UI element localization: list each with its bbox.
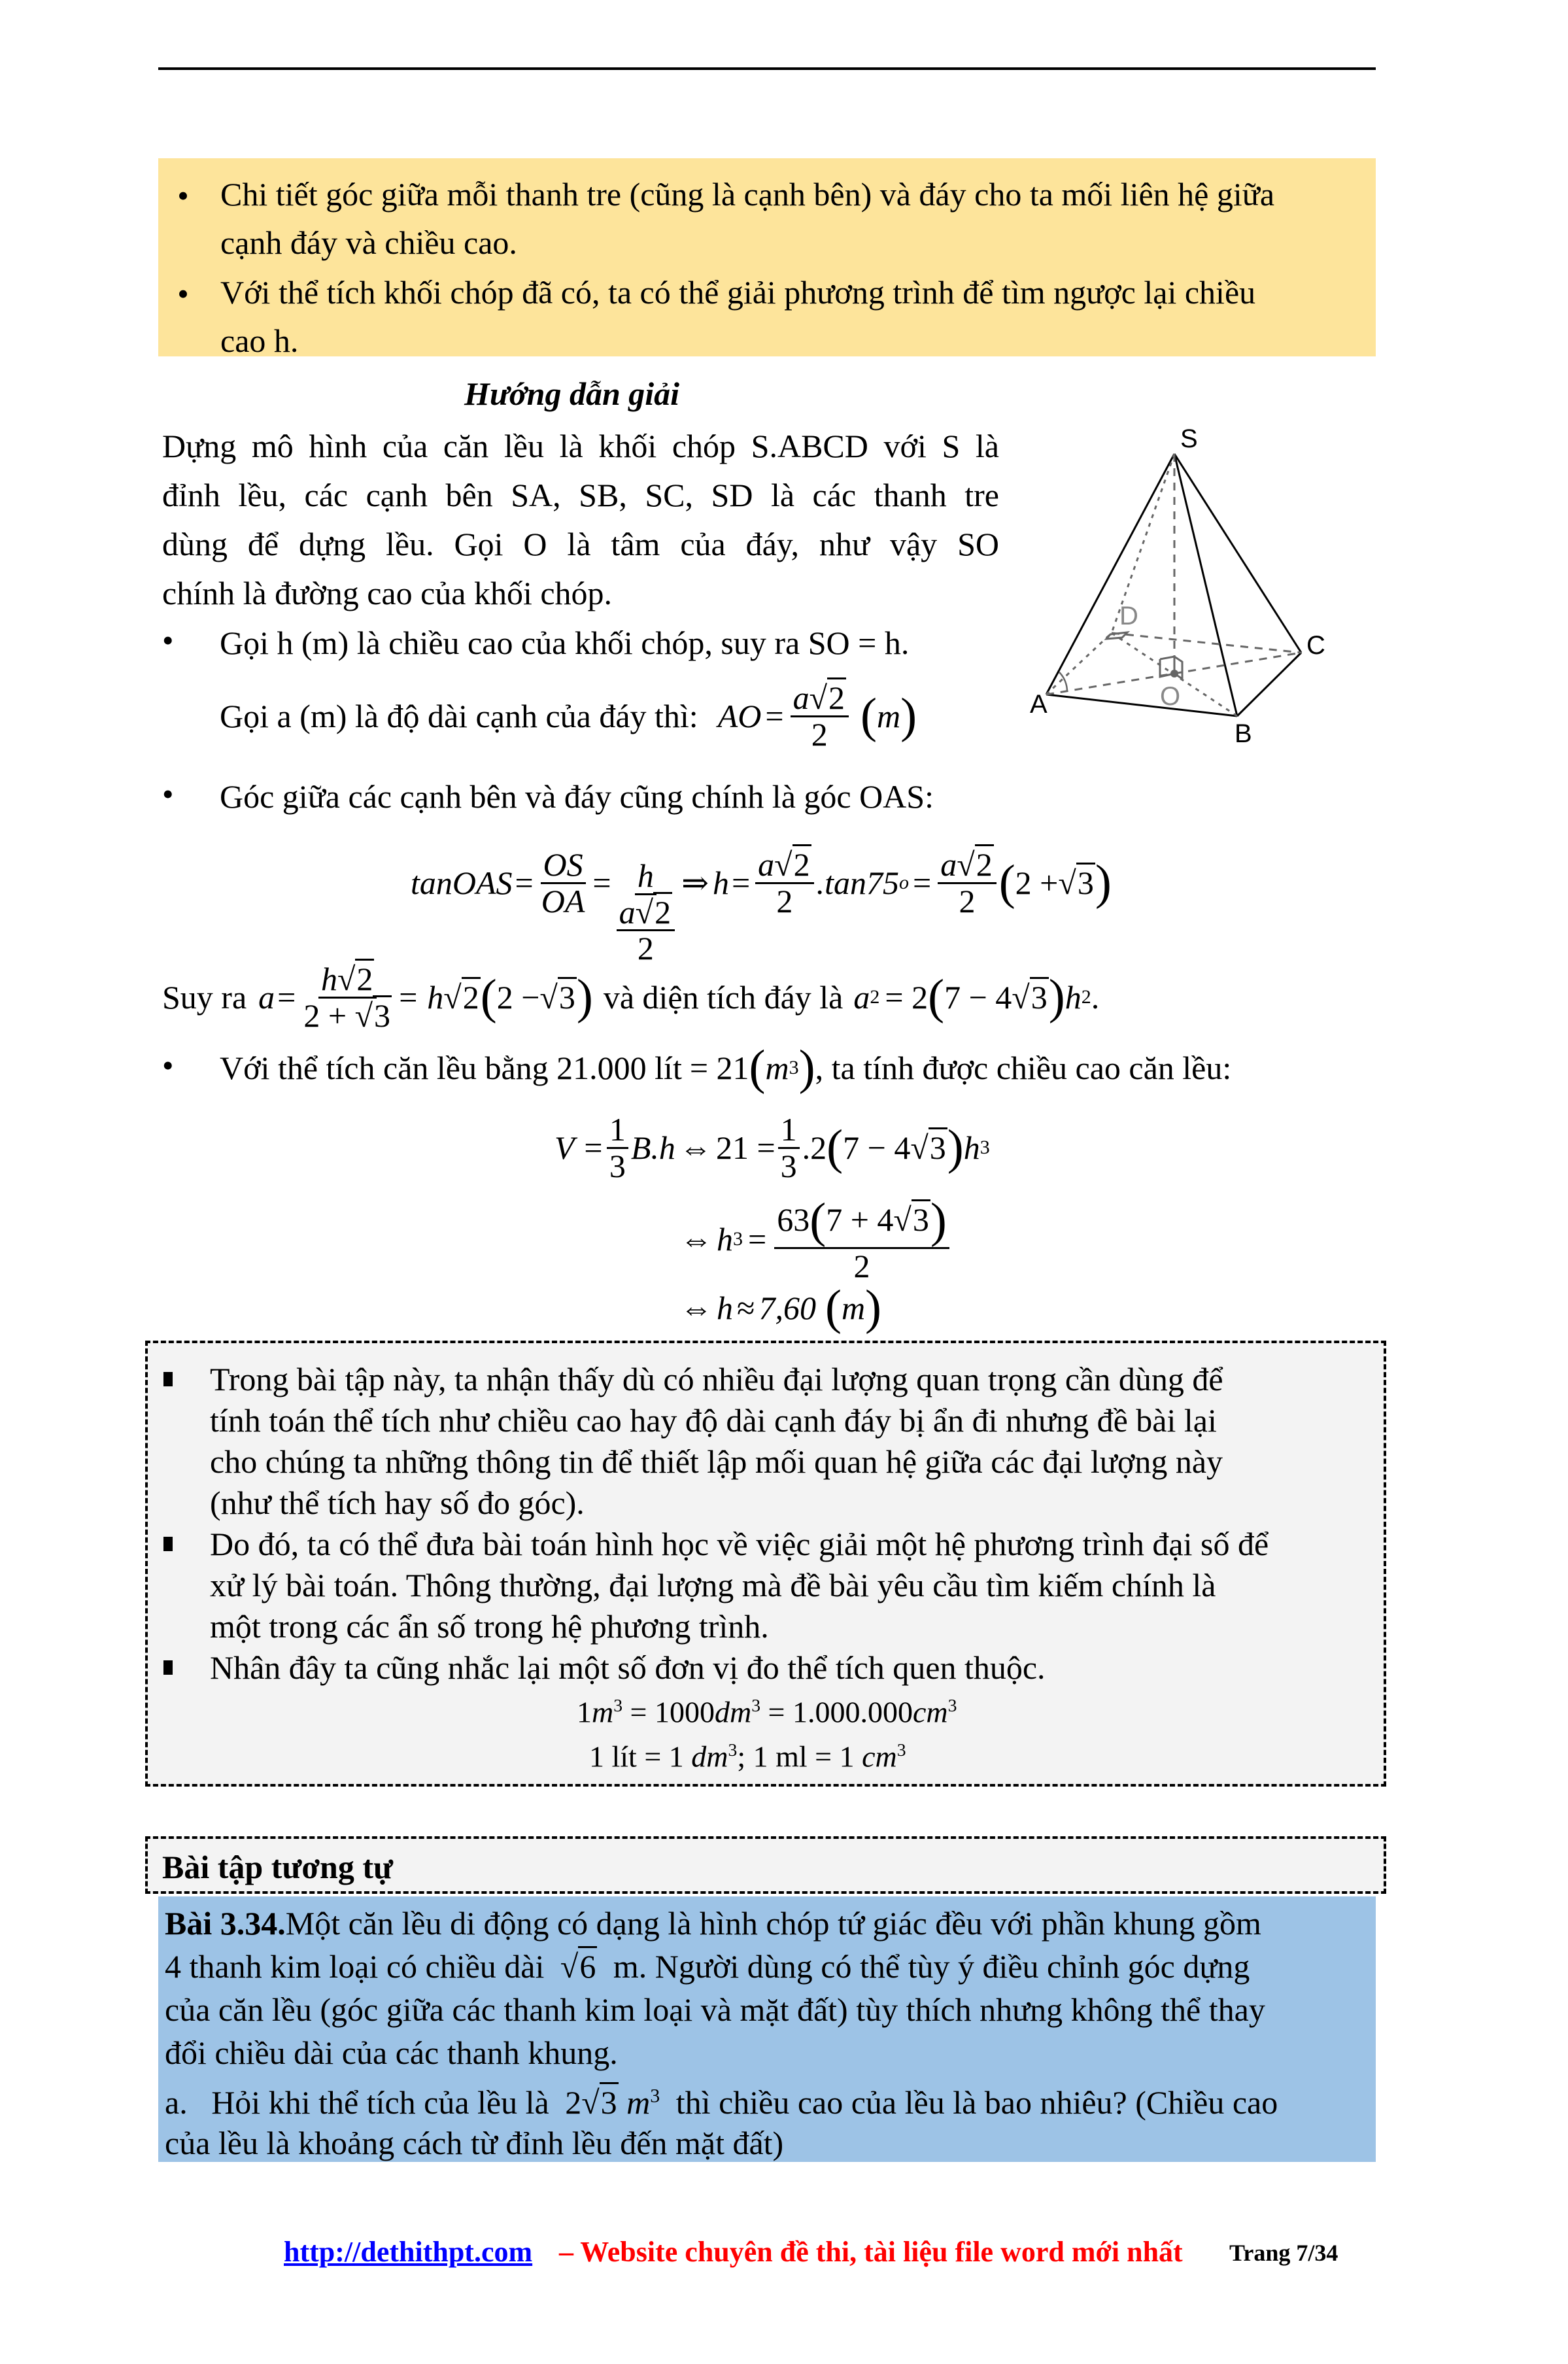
math-var: a (853, 979, 870, 1016)
math-var: h (1065, 979, 1082, 1016)
math-rad: 3 (1076, 863, 1095, 901)
text: Với thể tích căn lều bằng 21.000 lít (220, 1050, 682, 1086)
math-den: 2 + (303, 997, 355, 1034)
remark-box (145, 1341, 1386, 1787)
math-exp: 3 (613, 1695, 623, 1715)
math-var: h (320, 961, 337, 997)
math-eq: = 21 (689, 1050, 749, 1086)
math-var: h (717, 1290, 733, 1326)
intro-line: chính là đường cao của khối chóp. (162, 575, 613, 611)
math-num: 1 (607, 1112, 628, 1149)
math-var: B.h (630, 1129, 675, 1166)
math-unit: dm (714, 1695, 752, 1729)
bullet-text: Gọi h (m) là chiều cao của khối chóp, suy ra SO = h. (220, 625, 910, 661)
math-tan75: .tan75 (816, 865, 900, 901)
math-var: h (963, 1129, 980, 1166)
square-bullet-icon (163, 1372, 173, 1386)
math-exp: 3 (728, 1739, 738, 1760)
math-var: h (712, 865, 729, 901)
math-rad: 2 (462, 977, 481, 1016)
result-value: 7,60 (758, 1290, 816, 1326)
math-var: a (793, 679, 810, 716)
math-den: 2 (853, 1247, 870, 1284)
similar-exercises-box (145, 1836, 1386, 1894)
math-exp: 3 (650, 2085, 660, 2107)
ao-line: Gọi a (m) là độ dài cạnh của đáy thì: AO = $\frac{a√2}{2}$ ( m ) (220, 674, 917, 759)
question-label: a. (165, 2084, 188, 2121)
math-den: 2 (959, 882, 976, 919)
math-rad: 2 (975, 844, 994, 883)
math-unit: cm (862, 1739, 897, 1773)
hint-line: Chi tiết góc giữa mỗi thanh tre (cũng là cạnh bên) và đáy cho ta mối liên hệ giữa (220, 176, 1275, 213)
math-exp: 3 (733, 1228, 743, 1250)
page-number: Trang 7/34 (1229, 2240, 1338, 2266)
math-lhs: tanOAS (411, 865, 513, 901)
approx-symbol: ≈ (737, 1290, 755, 1326)
footer-tagline: – Website chuyên đề thi, tài liệu file word mới nhất (559, 2236, 1183, 2268)
math-rhs: = h (397, 979, 444, 1016)
math-exp: 2 (1081, 986, 1091, 1008)
math-paren: 7 − 4 (944, 979, 1012, 1016)
text: 1 lít (589, 1739, 645, 1773)
math-rad: 3 (912, 1199, 930, 1238)
bullet-icon: • (177, 275, 189, 312)
intro-line: dùng để dựng lều. Gọi O là tâm của đáy, như vậy SO (162, 526, 999, 562)
math-unit: m (877, 698, 901, 734)
text: ; 1 ml (737, 1739, 815, 1773)
remark-line: Nhân đây ta cũng nhắc lại một số đơn vị đo thể tích quen thuộc. (210, 1649, 1046, 1686)
math-unit: dm (691, 1739, 728, 1773)
implies-symbol: ⇒ (681, 865, 709, 901)
math-fraction: $\frac{a√2}{2}$ (791, 681, 849, 751)
tan-formula: tanOAS = $\frac{OS}{OA}$ = h a√2 2 ⇒ h = $\frac{a√2}{2}$ .tan75 o = $\frac{a√2}{2}$ ( 2 + √3 ) (411, 821, 1112, 945)
exercise-line: của căn lều (góc giữa các thanh kim loại và mặt đất) tùy thích nhưng không thể thay (165, 1991, 1265, 2028)
math-num: OS (541, 848, 586, 884)
math-eq: = 1 (644, 1739, 692, 1773)
iff-symbol: ⇔ (679, 1129, 712, 1166)
text: m. Người dùng có thể tùy ý điều chỉnh góc dựng (613, 1948, 1250, 1985)
math-fraction: $\frac{63(7 + 4√3)}{2}$ (774, 1195, 949, 1283)
math-rad: 2 (793, 844, 811, 883)
hint-line: cao h. (220, 322, 299, 359)
math-rad: 3 (558, 977, 577, 1016)
footer-link[interactable]: http://dethithpt.com (284, 2236, 533, 2268)
math-rad: 3 (1030, 977, 1049, 1016)
math-den: 3 (609, 1147, 626, 1184)
remark-line: xử lý bài toán. Thông thường, đại lượng mà đề bài yêu cầu tìm kiếm chính là (210, 1567, 1216, 1603)
exercise-line: của lều là khoảng cách từ đỉnh lều đến mặt đất) (165, 2125, 784, 2161)
math-var: a (619, 893, 636, 931)
math-eq: = 1 (815, 1739, 862, 1773)
math-rad: 3 (373, 995, 392, 1034)
volume-equation: V = $\frac{1}{3}$ B.h ⇔ 21 = $\frac{1}{3}$ .2 ( 7 − 4 √3 ) h 3 (554, 1111, 990, 1184)
math-exp: 2 (870, 986, 880, 1008)
bullet-icon: • (177, 177, 189, 214)
math-den: OA (541, 882, 585, 919)
math-val: 2 (565, 2084, 582, 2121)
math-num: h (635, 859, 656, 895)
remark-line: một trong các ẩn số trong hệ phương trình. (210, 1608, 769, 1645)
label-b: B (1235, 719, 1252, 748)
math-unit: m (765, 1050, 789, 1086)
result-equation: ⇔ h ≈ 7,60 ( m ) (680, 1280, 882, 1335)
math-rad: 2 (653, 892, 672, 931)
math-paren: 7 − 4 (843, 1129, 911, 1166)
hint-line: Với thể tích khối chóp đã có, ta có thể giải phương trình để tìm ngược lại chiều (220, 274, 1256, 311)
math-exp: 3 (751, 1695, 761, 1715)
math-lhs: V = (554, 1129, 604, 1166)
hint-box (158, 158, 1376, 359)
math-var: a (940, 846, 957, 883)
center-point (1170, 670, 1178, 677)
math-unit: m (592, 1695, 614, 1729)
remark-line: cho chúng ta những thông tin để thiết lập mối quan hệ giữa các đại lượng này (210, 1443, 1223, 1480)
math-paren: 7 + 4 (826, 1201, 894, 1238)
remark-line: tính toán thể tích như chiều cao hay độ dài cạnh đáy bị ẩn đi nhưng đề bài lại (210, 1402, 1217, 1439)
degree-symbol: o (899, 872, 910, 893)
h3-equation (680, 1190, 952, 1288)
iff-symbol: ⇔ (680, 1221, 713, 1258)
math-val: 1 (577, 1695, 592, 1729)
math-fraction: $\frac{a√2}{2}$ (938, 848, 996, 918)
math-rad: 3 (929, 1127, 947, 1166)
units-line-1 (577, 1696, 957, 1727)
text: thì chiều cao của lều là bao nhiêu? (Chiều cao (675, 2084, 1278, 2121)
remark-line: (như thể tích hay số đo góc). (210, 1484, 585, 1521)
iff-symbol: ⇔ (680, 1290, 713, 1326)
square-bullet-icon (163, 1537, 173, 1551)
text: Hỏi khi thể tích của lều là (211, 2084, 549, 2121)
remark-line: Trong bài tập này, ta nhận thấy dù có nhiều đại lượng quan trọng cần dùng để (210, 1361, 1223, 1397)
math-fraction: h a√2 2 (617, 859, 675, 966)
solution-title: Hướng dẫn giải (464, 375, 680, 412)
math-val: = 1.000.000 (760, 1695, 913, 1729)
math-unit: m (841, 1290, 866, 1326)
exercise-box (158, 1896, 1376, 2162)
intro-line: đỉnh lều, các cạnh bên SA, SB, SC, SD là các thanh tre (162, 477, 999, 513)
text: Suy ra (162, 979, 247, 1016)
units-line-2 (589, 1741, 906, 1772)
exercise-line (165, 1907, 1368, 1940)
text: . (1091, 979, 1100, 1016)
math-paren: 2 + (1015, 865, 1059, 901)
label-o: O (1160, 682, 1181, 711)
math-num: 1 (778, 1112, 800, 1149)
math-fraction (607, 1112, 628, 1183)
math-var: h (717, 1221, 733, 1258)
label-d: D (1119, 602, 1138, 630)
math-den: 3 (780, 1147, 797, 1184)
pyramid-figure (1007, 419, 1425, 785)
math-val: 21 = (715, 1129, 775, 1166)
math-eq: = (748, 1221, 767, 1258)
exercise-line: 4 thanh kim loại có chiều dài √6 m. Người dùng có thể tùy ý điều chỉnh góc dựng (165, 1950, 1250, 1983)
bullet-icon: • (162, 622, 174, 659)
math-num: 63 (777, 1201, 810, 1238)
remark-line: Do đó, ta có thể đưa bài toán hình học về việc giải một hệ phương trình đại số để (210, 1526, 1269, 1562)
math-val: .2 (802, 1129, 827, 1166)
math-paren: 2 − (496, 979, 540, 1016)
bullet-icon: • (162, 1047, 174, 1084)
intro-line: Dựng mô hình của căn lều là khối chóp S.ABCD với S là (162, 428, 999, 464)
text: , ta tính được chiều cao căn lều: (815, 1050, 1232, 1086)
math-rad: 2 (827, 677, 846, 716)
math-rhs: = 2 (885, 979, 929, 1016)
math-den: 2 (811, 715, 828, 753)
question-a: a. Hỏi khi thể tích của lều là 2√3 $m^3$ thì chiều cao của lều là bao nhiêu? (Chiều cao (165, 2086, 1278, 2119)
bullet-text: Với thể tích căn lều bằng 21.000 lít = 21 ( m 3 ) , ta tính được chiều cao căn lều: (220, 1040, 1232, 1095)
math-ao: AO (717, 698, 762, 734)
ao-text: Gọi a (m) là độ dài cạnh của đáy thì: (220, 698, 698, 734)
text: và diện tích đáy là (603, 979, 844, 1016)
square-bullet-icon (163, 1660, 173, 1675)
math-val: = 1000 (622, 1695, 715, 1729)
label-a: A (1030, 690, 1048, 719)
math-rad: 6 (578, 1946, 597, 1985)
math-var: a (758, 846, 775, 883)
math-exp: 3 (947, 1695, 957, 1715)
math-fraction: $\frac{a√2}{2}$ (755, 848, 813, 918)
math-rad: 2 (355, 959, 374, 997)
similar-exercises-title: Bài tập tương tự (162, 1849, 394, 1885)
math-unit: m (626, 2084, 651, 2121)
math-fraction (778, 1112, 800, 1183)
text: Một căn lều di động có dạng là hình chóp tứ giác đều với phần khung gồm (285, 1905, 1261, 1942)
bullet-icon: • (162, 776, 174, 812)
exercise-label: Bài 3.34. (165, 1905, 286, 1942)
label-c: C (1306, 631, 1325, 660)
suy-ra-line: Suy ra a = $\frac{h√2}{2 + √3}$ = h √2 ( 2 − √3 ) và diện tích đáy là a 2 = 2 ( 7 − 4 √3 ) h 2 . (162, 951, 1099, 1043)
math-den: 2 (776, 882, 793, 919)
math-rad: 3 (600, 2082, 619, 2121)
math-exp: 3 (896, 1739, 906, 1760)
math-exp: 3 (980, 1137, 990, 1158)
math-exp: 3 (789, 1057, 799, 1078)
math-den: 2 (637, 930, 654, 967)
math-fraction (539, 848, 588, 918)
math-unit: cm (912, 1695, 948, 1729)
math-fraction: $\frac{h√2}{2 + √3}$ (301, 962, 394, 1033)
exercise-line: đổi chiều dài của các thanh khung. (165, 2034, 618, 2071)
label-s: S (1180, 424, 1198, 453)
hint-line: cạnh đáy và chiều cao. (220, 224, 517, 261)
header-rule (158, 67, 1376, 70)
solution-intro (162, 422, 999, 618)
text: 4 thanh kim loại có chiều dài (165, 1948, 545, 1985)
bullet-text: Góc giữa các cạnh bên và đáy cũng chính là góc OAS: (220, 778, 934, 815)
math-eq: = (765, 698, 784, 734)
math-var: a (258, 979, 275, 1016)
